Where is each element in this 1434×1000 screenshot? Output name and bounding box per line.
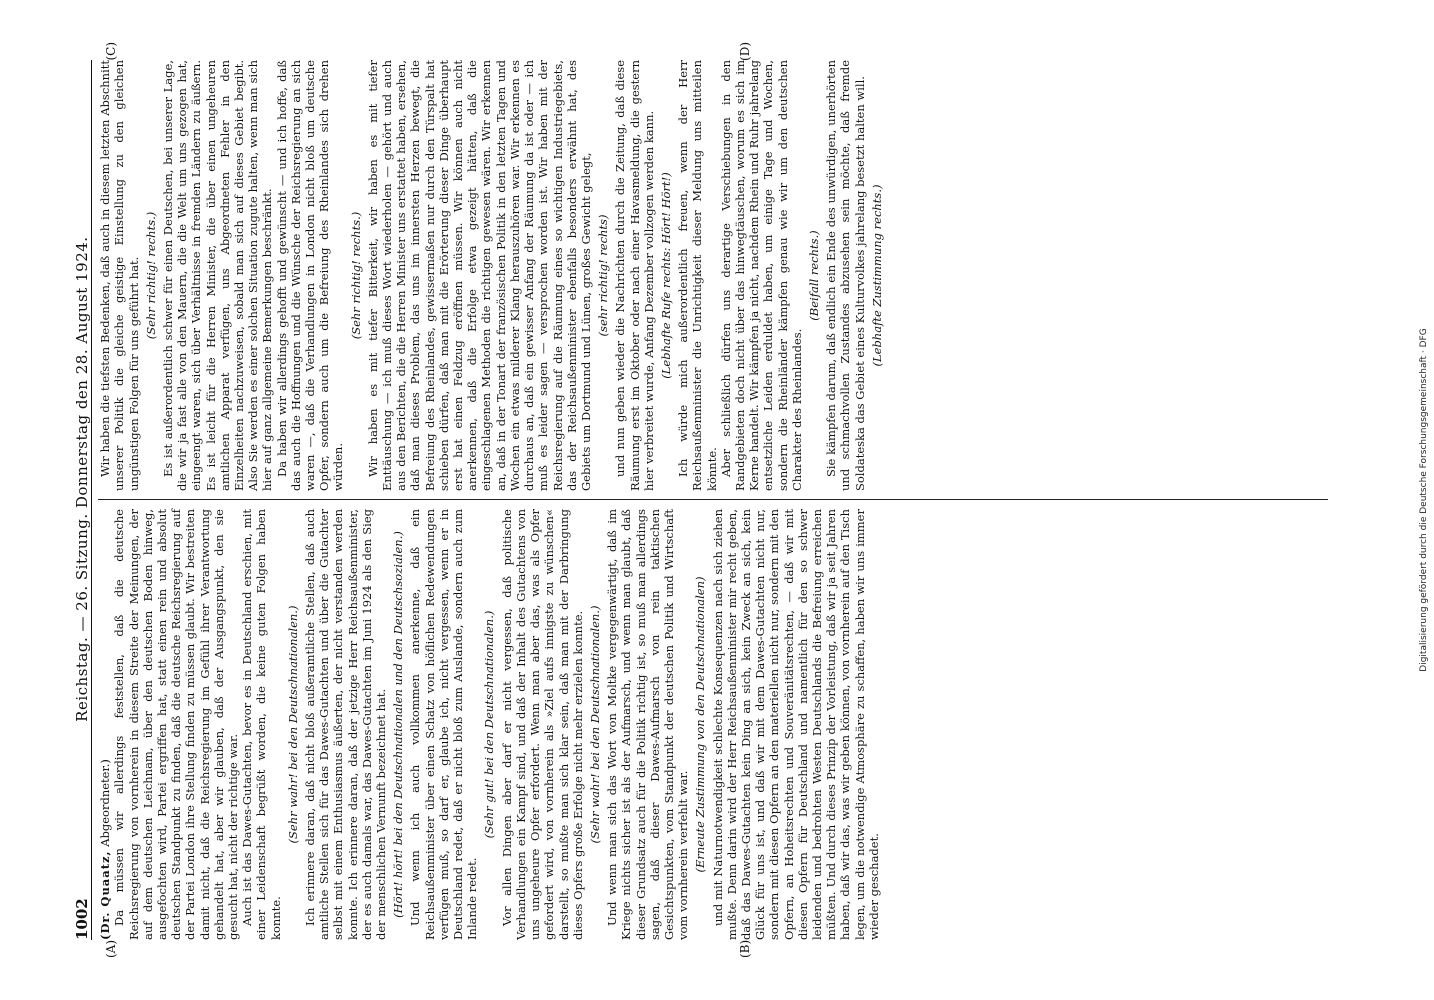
paragraph: Ich würde mich außerordentlich freuen, wenn der Herr Reichsaußenminister die Unrichtigkeit dieser Meldung uns mitteilen könnte. (676, 60, 719, 491)
margin-marker-a: (A) (104, 939, 119, 958)
paragraph: Aber schließlich dürfen uns derartige Verschiebungen in den Randgebieten doch nicht über das hinwegtäuschen, worum es sich im Kerne handelt. Wir kämpfen ja nicht, nachdem Rhein und Ruhr jahrelang entsetzliche Leiden erduldet haben, um einige Tage und Wochen, sondern die Rheinländer kämpfen genau wie wir um den deutschen Charakter des Rheinlandes. (718, 60, 804, 491)
interjection: (Lebhafte Rufe rechts: Hört! Hört!) (658, 172, 673, 379)
speaker-name: (Dr. Quaatz, (98, 850, 113, 940)
interjection: (Sehr gut! bei den Deutschnationalen.) (482, 610, 497, 839)
interjection: (Hört! hört! bei den Deutschnationalen und den Deutschsozialen.) (391, 531, 406, 918)
paragraph: und mit Naturnotwendigkeit schlechte Konsequenzen nach sich ziehen mußte. Denn darin wird der Herr Reichsaußenminister mir recht geben, daß das Dawes-Gutachten kein Ding an sich, kein Zweck an sich, kein Glück für uns ist, und daß wir mit dem Dawes-Gutachten nicht nur, sondern mit diesen Opfern an den materiellen nicht nur, sondern mit den Opfern, an Hoheitsrechten und Souveränitätsrechten, — daß wir mit diesen Opfern für Deutschland und namentlich für den so schwer leidenden und bedrohten Westen Deutschlands die Befreiung erreichen müßten. Und durch dieses Prinzip der Vorleistung, daß wir ja seit Jahren haben, daß wir das, was wir geben können, von vornherein auf den Tisch legen, um die notwendige Atmosphäre zu schaffen, haben wir uns immer wieder geschadet. (710, 509, 881, 940)
margin-marker-c: (C) (104, 42, 119, 61)
interjection: (sehr richtig! rechts) (596, 214, 611, 337)
rotated-document-sheet (73, 42, 1375, 958)
digitization-credit (1416, 0, 1432, 1000)
interjection: (Sehr wahr! bei den Deutschnationalen.) (285, 605, 300, 844)
paragraph: und nun geben wieder die Nachrichten durch die Zeitung, daß diese Räumung erst im Oktober oder nach einer Havasmeldung, die gestern hier verbreitet wurde, Anfang Dezember vollzogen werden kann. (613, 60, 656, 491)
paragraph: Da haben wir allerdings gehofft und gewünscht — und ich hoffe, daß das auch die Hoffnungen und die Wünsche der Reichsregierung an sich waren —, daß die Verhandlungen in London nicht bloß um deutsche Opfer, sondern auch um die Befreiung des Rheinlandes sich drehen würden. (274, 60, 346, 491)
interjection: (Erneute Zustimmung von den Deutschnationalen) (693, 576, 708, 873)
left-column (98, 509, 1348, 940)
interjection: (Sehr richtig! rechts.) (348, 211, 363, 340)
page-header (75, 60, 92, 940)
interjection: (Lebhafte Zustimmung rechts.) (869, 184, 884, 367)
paragraph: Vor allen Dingen aber darf er nicht vergessen, daß politische Verhandlungen ein Kampf sind, und daß der Inhalt des Gutachtens von uns ungeheure Opfer erfordert. Wenn man aber das, was als Opfer gefordert wird, von vornherein als »Ziel aufs innigste zu wünschen« darstellt, so mußte man sich klar sein, daß man mit der Darbringung dieses Opfers große Erfolge nicht mehr erzielen konnte. (499, 509, 585, 940)
speaker-line (98, 509, 112, 940)
interjection: (Sehr richtig! rechts.) (143, 211, 158, 340)
column-divider (98, 499, 1328, 500)
paragraph: Ich erinnere daran, daß nicht bloß außeramtliche Stellen, daß auch amtliche Stellen sich für das Dawes-Gutachten und über die Gutachter selbst mit einem Enthusiasmus äußerten, der nicht verstanden werden konnte. Ich erinnere daran, daß der jetzige Herr Reichsaußenminister, der es auch damals war, das Dawes-Gutachten im Juni 1924 als den Sieg der menschlichen Vernunft bezeichnet hat. (303, 509, 389, 940)
paragraph: Wir haben es mit tiefer Bitterkeit, wir haben es mit tiefer Enttäuschung — ich muß dieses Wort wiederholen — gehört und auch aus den Berichten, die die Herren Minister uns erstattet haben, ersehen, daß man dieses Problem, das uns im innersten Herzen bewegt, die Befreiung des Rheinlandes, gewissermaßen nur durch den Türspalt hat schieben dürfen, daß man mit die Erörterung dieser Dinge überhaupt erst hat einen Feldzug eröffnen müssen. Wir können auch nicht anerkennen, daß die Erfolge etwa gezeigt hätten, daß die eingeschlagenen Methoden die richtigen gewesen wären. Wir erkennen an, daß in der Tonart der französischen Politik in den letzten Tagen und Wochen ein etwas milderer Klang herauszuhören war. Wir erkennen es durchaus an, daß ein gewisser Anfang der Räumung da ist oder — ich muß es leider sagen — versprochen worden ist. Wir haben mit der Reichsregierung auf die Räumung eines so wichtigen Industriegebiets, das der Reichsaußenminister ebenfalls besonders erwähnt hat, des Gebiets um Dortmund und Lünen, großes Gewicht gelegt, (365, 60, 593, 491)
paragraph: Sie kämpfen darum, daß endlich ein Ende des unwürdigen, unerhörten und schmachvollen Zustandes abzusehen sein möchte, daß fremde Soldateska das Gebiet eines Kulturvolkes jahrelang besetzt halten will. (824, 60, 867, 491)
margin-marker-d: (D) (738, 42, 753, 61)
paragraph: Wir haben die tiefsten Bedenken, daß auch in diesem letzten Abschnitt unserer Politik die gleiche geistige Einstellung zu den gleichen ungünstigen Folgen für uns geführt hat. (98, 60, 141, 491)
page-title: Reichstag. — 26. Sitzung. Donnerstag den 28. August 1924. (73, 236, 91, 722)
text-columns (98, 42, 1348, 958)
speaker-role: Abgeordneter.) (98, 759, 113, 851)
paragraph: Und wenn ich auch vollkommen anerkenne, daß ein Reichsaußenminister über einen Schatz von höflichen Redewendungen verfügen muß, so darf er, glaube ich, nicht vergessen, wenn er in Deutschland redet, daß er nicht bloß zum Auslande, sondern auch zum Inlande redet. (408, 509, 480, 940)
paragraph: Es ist außerordentlich schwer für einen Deutschen, bei unserer Lage, die wir ja fast alle von den Mauern, die die Welt um uns gezogen hat, eingeengt waren, sich über Verhältnisse in fremden Ländern zu äußern. Es ist leicht für die Herren Minister, die über einen ungeheuren amtlichen Apparat verfügen, uns Abgeordneten Fehler in den Einzelheiten nachzuweisen, sobald man sich auf dieses Gebiet begibt. Also Sie werden es einer solchen Situation zugute halten, wenn man sich hier auf ganz allgemeine Bemerkungen beschränkt. (161, 60, 275, 491)
margin-marker-b: (B) (738, 939, 753, 958)
interjection: (Beifall rechts.) (806, 230, 821, 321)
paragraph: Da müssen wir allerdings feststellen, daß die deutsche Reichsregierung von vornherein in diesem Streite der Meinungen, der auf dem deutschen Leichnam, über den deutschen Boden hinweg, ausgefochten wird, Partei ergriffen hat, statt einen rein und absolut deutschen Standpunkt zu finden, daß die deutsche Reichsregierung auf der Partei London ihre Stellung finden zu müssen glaubt. Wir bestreiten damit nicht, daß die Reichsregierung im Gefühl ihrer Verantwortung gehandelt hat, aber wir glauben, daß der Ausgangspunkt, den sie gesucht hat, nicht der richtige war. (112, 509, 241, 940)
interjection: (Sehr wahr! bei den Deutschnationalen.) (587, 605, 602, 844)
paragraph: Und wenn man sich das Wort von Moltke vergegenwärtigt, daß im Kriege nichts sicher ist als der Aufmarsch, und wenn man glaubt, daß dieser Grundsatz auch für die Politik richtig ist, so muß man allerdings sagen, daß dieser Dawes-Aufmarsch von rein taktischen Gesichtspunkten, vom Standpunkt der deutschen Politik und Wirtschaft vom vornherein verfehlt war. (605, 509, 691, 940)
digitization-credit-text: Digitalisierung gefördert durch die Deutsche Forschungsgemeinschaft · DFG (1419, 328, 1429, 672)
right-column (98, 60, 1348, 491)
paragraph: Auch ist das Dawes-Gutachten, bevor es in Deutschland erschien, mit einer Leidenschaft begrüßt worden, die keine guten Folgen haben konnte. (240, 509, 283, 940)
page-number: 1002 (73, 898, 91, 940)
